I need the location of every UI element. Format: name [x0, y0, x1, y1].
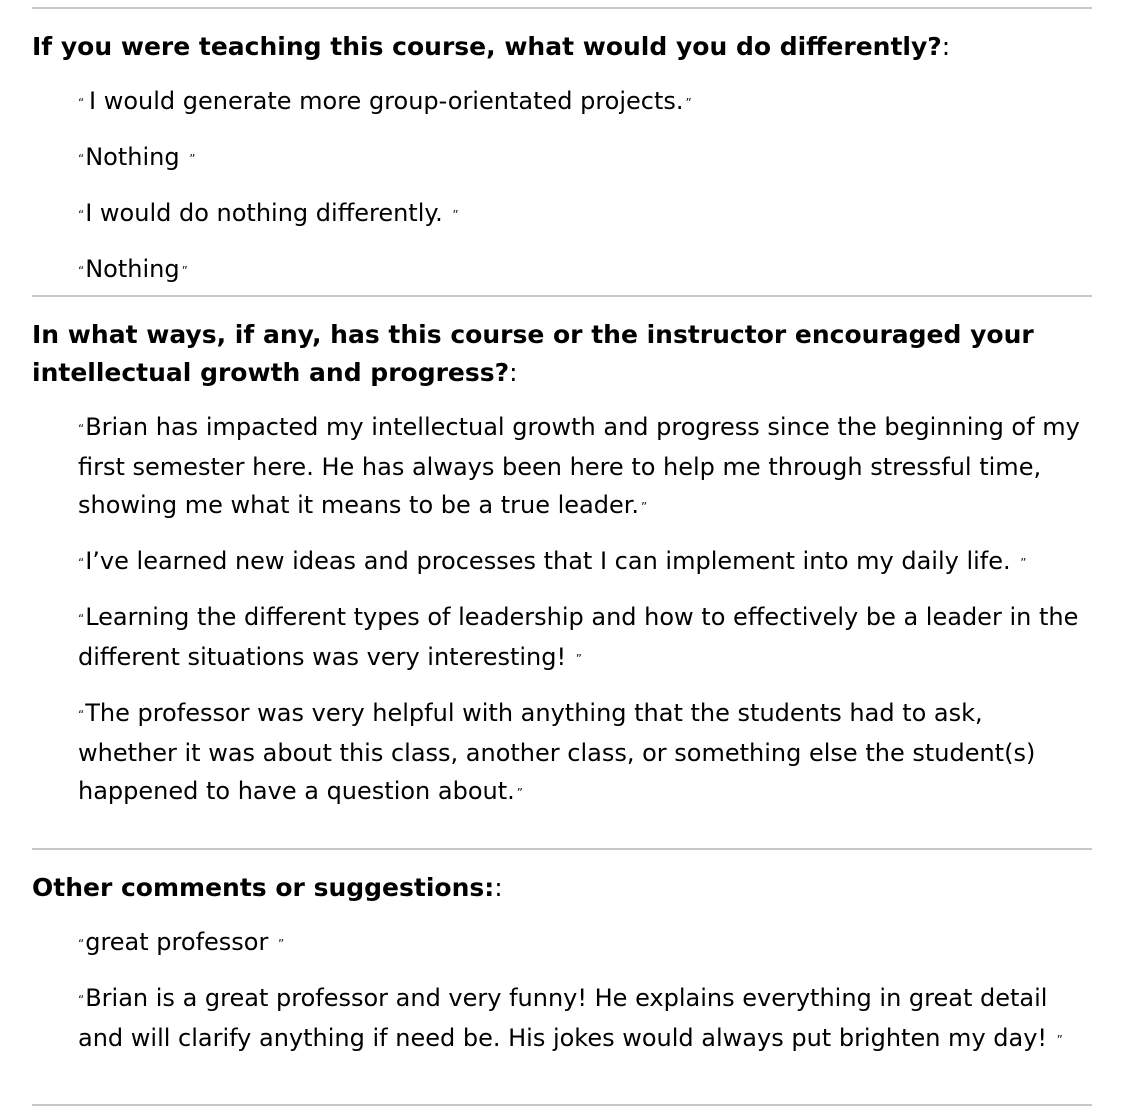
answer-item [78, 408, 1088, 526]
close-quote-icon: ” [277, 937, 285, 951]
open-quote-icon: “ [78, 264, 85, 278]
answer-item [78, 923, 1088, 963]
divider [32, 848, 1092, 850]
open-quote-icon: “ [78, 556, 85, 570]
answer-item [78, 979, 1088, 1059]
question-heading-intellectual-growth [32, 316, 1092, 392]
open-quote-icon: “ [78, 96, 89, 110]
answer-item [78, 250, 1088, 290]
answer-text: Nothing [85, 255, 180, 283]
answer-text: The professor was very helpful with anything that the students had to ask, whether it was about this class, another class, or something else the student(s) happened to have a question about. [78, 699, 1036, 805]
open-quote-icon: “ [78, 152, 85, 166]
answer-text: I would generate more group-orientated projects. [89, 87, 684, 115]
answer-list-intellectual-growth [78, 408, 1088, 828]
divider [32, 1104, 1092, 1106]
question-heading-teach-differently [32, 28, 1092, 66]
answer-text: Learning the different types of leadership and how to effectively be a leader in the different situations was very interesting! [78, 603, 1079, 671]
answer-text: I would do nothing differently. [85, 199, 451, 227]
close-quote-icon: ” [641, 500, 648, 514]
question-text: Other comments or suggestions: [32, 873, 495, 902]
close-quote-icon: ” [1020, 556, 1027, 570]
answer-text: Brian is a great professor and very funny! He explains everything in great detail and will clarify anything if need be. His jokes would always put brighten my day! [78, 984, 1055, 1052]
open-quote-icon: “ [78, 993, 85, 1007]
divider [32, 295, 1092, 297]
answer-item [78, 82, 1088, 122]
answer-list-other-comments [78, 923, 1088, 1075]
open-quote-icon: “ [78, 422, 85, 436]
close-quote-icon: ” [1056, 1033, 1063, 1047]
answer-list-teach-differently [78, 82, 1088, 306]
close-quote-icon: ” [181, 264, 188, 278]
answer-item [78, 694, 1088, 812]
close-quote-icon: ” [685, 96, 692, 110]
close-quote-icon: ” [575, 652, 582, 666]
answer-text: Nothing [85, 143, 188, 171]
answer-text: I’ve learned new ideas and processes that I can implement into my daily life. [85, 547, 1019, 575]
close-quote-icon: ” [189, 152, 196, 166]
answer-item [78, 542, 1088, 582]
divider [32, 7, 1092, 9]
open-quote-icon: “ [78, 937, 85, 951]
question-colon: : [509, 358, 518, 387]
answer-text: Brian has impacted my intellectual growth and progress since the beginning of my first semester here. He has always been here to help me through stressful time, showing me what it means to be a true leader. [78, 413, 1080, 519]
question-colon: : [494, 873, 503, 902]
question-text: In what ways, if any, has this course or the instructor encouraged your intellectual growth and progress? [32, 320, 1034, 387]
answer-item [78, 598, 1088, 678]
answer-text: great professor [85, 928, 276, 956]
close-quote-icon: ” [452, 208, 459, 222]
open-quote-icon: “ [78, 708, 85, 722]
answer-item [78, 194, 1088, 234]
close-quote-icon: ” [516, 786, 523, 800]
question-text: If you were teaching this course, what would you do differently? [32, 32, 942, 61]
question-heading-other-comments [32, 869, 1092, 907]
question-colon: : [941, 32, 951, 61]
answer-item [78, 138, 1088, 178]
open-quote-icon: “ [78, 612, 85, 626]
open-quote-icon: “ [78, 208, 85, 222]
